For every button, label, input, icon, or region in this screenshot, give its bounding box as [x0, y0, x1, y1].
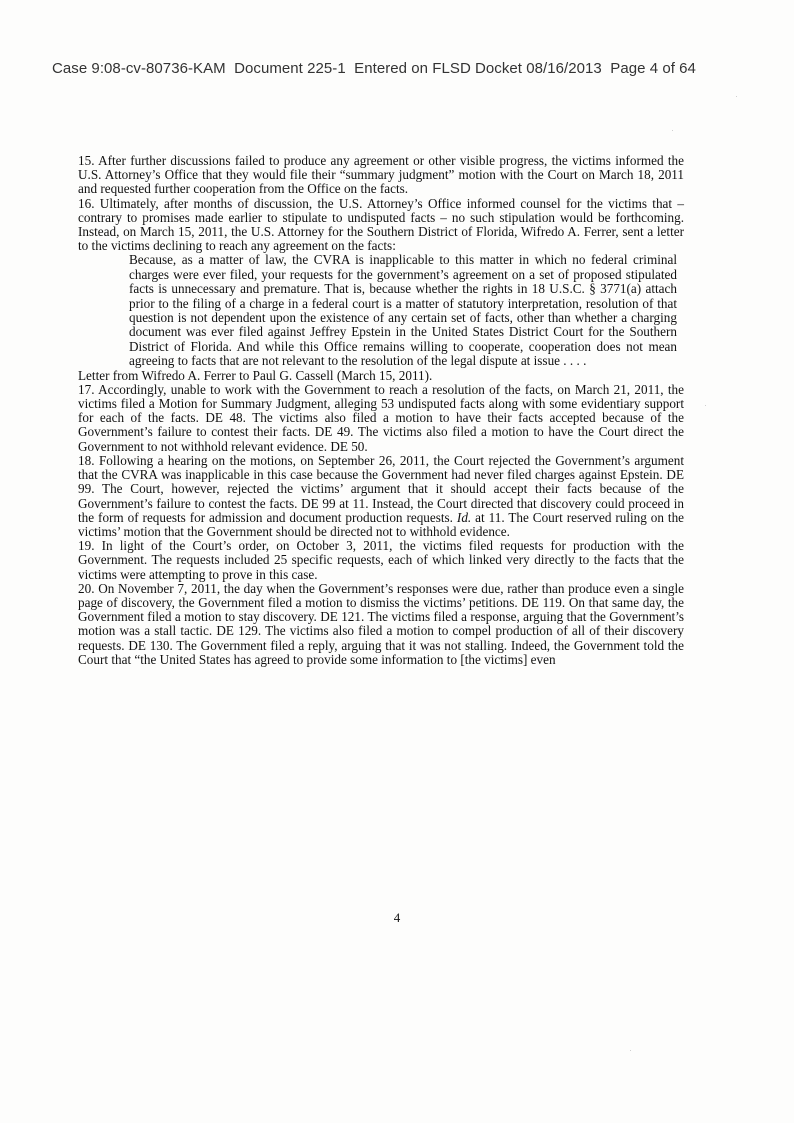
paragraph-18-text-a: 18. Following a hearing on the motions, on September 26, 2011, the Court rejected the Government’s argument that the CVRA was inapplicable in this case because the Government had never filed charges against Epstein. DE 99. The Court, however, rejected the victims’ argument that it should accept their facts because of the Government’s failure to contest the facts. DE 99 at 11. Instead, the Court directed that discovery could proceed in the form of requests for admission and document production requests.	[78, 452, 684, 525]
paragraph-17: 17. Accordingly, unable to work with the Government to reach a resolution of the facts, on March 21, 2011, the victims filed a Motion for Summary Judgment, alleging 53 undisputed facts along with some evidentiary support for each of the facts. DE 48. The victims also filed a motion to have their facts accepted because of the Government’s failure to contest their facts. DE 49. The victims also filed a motion to have the Court direct the Government to not withhold relevant evidence. DE 50.	[78, 381, 684, 454]
paragraph-15: 15. After further discussions failed to produce any agreement or other visible progress, the victims informed the U.S. Attorney’s Office that they would file their “summary judgment” motion with the Court on March 18, 2011 and requested further cooperation from the Office on the facts.	[78, 153, 684, 197]
docket-header	[52, 60, 752, 77]
block-quote: Because, as a matter of law, the CVRA is inapplicable to this matter in which no federal criminal charges were ever filed, your requests for the government’s agreement on a set of proposed stipulated facts is unnecessary and premature. That is, because whether the rights in 18 U.S.C. § 3771(a) attach prior to the filing of a charge in a federal court is a matter of statutory interpretation, resolution of that question is not dependent upon the existence of any certain set of facts, other than whether a charging document was ever filed against Jeffrey Epstein in the United States District Court for the Southern District of Florida. And while this Office remains willing to cooperate, cooperation does not mean agreeing to facts that are not relevant to the resolution of the legal dispute at issue . . . .	[129, 252, 677, 369]
page-of-total: Page 4 of 64	[610, 60, 696, 77]
case-number: Case 9:08-cv-80736-KAM	[52, 60, 226, 77]
letter-citation: Letter from Wifredo A. Ferrer to Paul G. Cassell (March 15, 2011).	[78, 367, 433, 383]
paragraph-20: 20. On November 7, 2011, the day when the Government’s responses were due, rather than produce even a single page of discovery, the Government filed a motion to dismiss the victims’ petitions. DE 119. On that same day, the Government filed a motion to stay discovery. DE 121. The victims filed a response, arguing that the Government’s motion was a stall tactic. DE 129. The victims also filed a motion to compel production of all of their discovery requests. DE 130. The Government filed a reply, arguing that it was not stalling. Indeed, the Government told the Court that “the United States has agreed to provide some information to [the victims] even	[78, 580, 684, 667]
paragraph-16: 16. Ultimately, after months of discussion, the U.S. Attorney’s Office informed counsel for the victims that – contrary to promises made earlier to stipulate to undisputed facts – no such stipulation would be forthcoming. Instead, on March 15, 2011, the U.S. Attorney for the Southern District of Florida, Wifredo A. Ferrer, sent a letter to the victims declining to reach any agreement on the facts:	[78, 195, 684, 254]
document-body	[78, 154, 684, 667]
id-citation: Id.	[456, 509, 472, 525]
scan-speck	[705, 405, 706, 406]
paragraph-18-text-b: at 11. The Court reserved ruling on the victims’ motion that the Government should be directed not to withhold evidence.	[78, 509, 685, 539]
scan-speck	[630, 1050, 631, 1051]
paragraph-18	[78, 454, 684, 539]
document-number: Document 225-1	[234, 60, 346, 77]
scan-speck	[736, 96, 737, 97]
paragraph-19: 19. In light of the Court’s order, on October 3, 2011, the victims filed requests for production with the Government. The requests included 25 specific requests, each of which linked very directly to the facts that the victims were attempting to prove in this case.	[78, 538, 684, 582]
scan-speck	[672, 130, 673, 131]
entered-on-docket: Entered on FLSD Docket 08/16/2013	[354, 60, 602, 77]
page-number: 4	[393, 910, 401, 925]
